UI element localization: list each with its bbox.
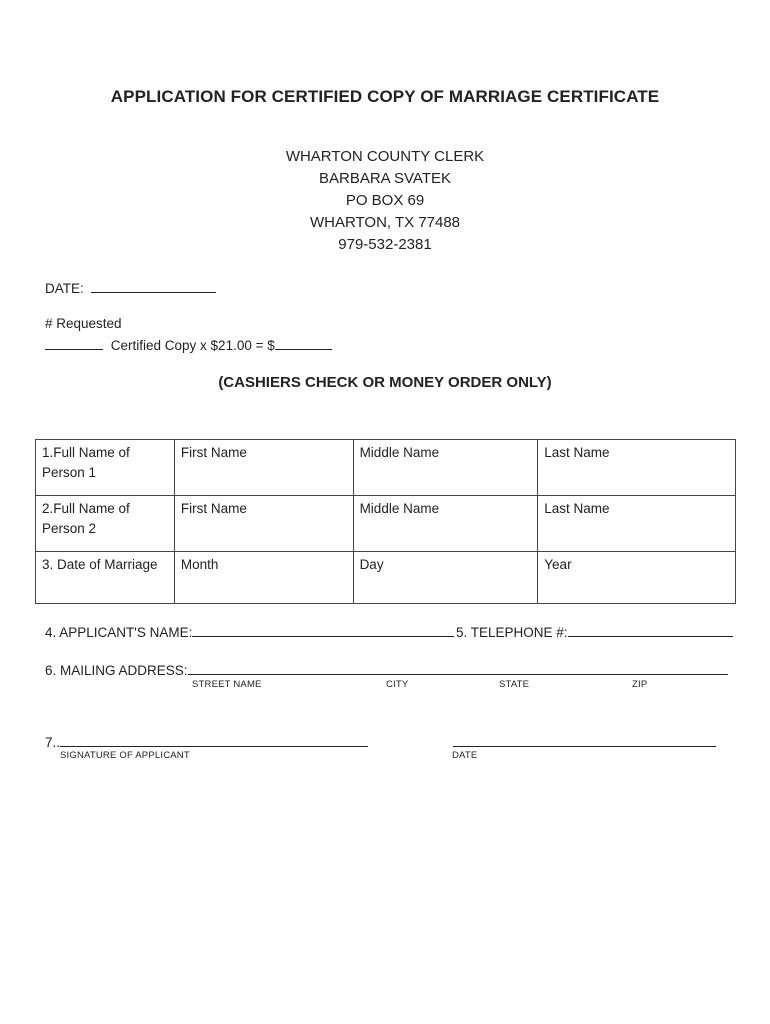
address-line-4: WHARTON, TX 77488 — [309, 214, 461, 231]
state-caption: STATE — [499, 679, 530, 690]
street-caption: STREET NAME — [192, 679, 262, 690]
date-field[interactable] — [91, 278, 216, 293]
address-line-3: PO BOX 69 — [345, 192, 425, 209]
first-name-cell[interactable]: First Name — [174, 440, 353, 496]
table-row — [36, 552, 736, 604]
row-label-line: Person 2 — [42, 521, 97, 536]
last-name-cell[interactable]: Last Name — [538, 496, 736, 552]
clerk-address — [0, 146, 770, 256]
signature-row — [45, 732, 368, 750]
row-label-line: 1.Full Name of — [42, 445, 130, 460]
signature-field[interactable] — [60, 732, 368, 747]
row-label-line: Person 1 — [42, 465, 97, 480]
telephone-label: 5. TELEPHONE #: — [456, 625, 568, 640]
copy-row — [45, 335, 332, 353]
mailing-address-label: 6. MAILING ADDRESS: — [45, 663, 188, 678]
document-title: APPLICATION FOR CERTIFIED COPY OF MARRIAGE CERTIFICATE — [110, 87, 660, 106]
telephone-row — [456, 622, 733, 640]
day-cell[interactable]: Day — [353, 552, 538, 604]
quantity-field[interactable] — [45, 335, 103, 350]
address-line-2: BARBARA SVATEK — [319, 170, 451, 187]
applicant-name-field[interactable] — [192, 622, 454, 637]
table-row — [36, 496, 736, 552]
row-label — [36, 440, 175, 496]
year-cell[interactable]: Year — [538, 552, 736, 604]
date-row — [45, 278, 216, 296]
total-amount-field[interactable] — [275, 335, 332, 350]
payment-note: (CASHIERS CHECK OR MONEY ORDER ONLY) — [218, 374, 552, 391]
applicant-row — [45, 622, 454, 640]
middle-name-cell[interactable]: Middle Name — [353, 440, 538, 496]
city-caption: CITY — [386, 679, 409, 690]
mailing-row — [45, 660, 728, 678]
telephone-field[interactable] — [568, 622, 733, 637]
month-cell[interactable]: Month — [174, 552, 353, 604]
address-phone: 979-532-2381 — [338, 236, 432, 253]
date-caption: DATE — [452, 750, 478, 761]
row-label-line: 2.Full Name of — [42, 501, 130, 516]
signature-date-field[interactable] — [453, 732, 716, 747]
mailing-address-field[interactable] — [188, 660, 728, 675]
names-table — [35, 439, 736, 604]
last-name-cell[interactable]: Last Name — [538, 440, 736, 496]
date-label: DATE: — [45, 281, 84, 296]
row-label — [36, 496, 175, 552]
copy-price-text: Certified Copy x $21.00 = $ — [110, 338, 275, 353]
signature-caption: SIGNATURE OF APPLICANT — [60, 750, 190, 761]
table-row — [36, 440, 736, 496]
applicant-name-label: 4. APPLICANT'S NAME: — [45, 625, 193, 640]
zip-caption: ZIP — [632, 679, 648, 690]
middle-name-cell[interactable]: Middle Name — [353, 496, 538, 552]
signature-date-row — [453, 732, 716, 752]
signature-number: 7.. — [45, 735, 61, 750]
row-label: 3. Date of Marriage — [36, 552, 175, 604]
first-name-cell[interactable]: First Name — [174, 496, 353, 552]
address-line-1: WHARTON COUNTY CLERK — [285, 148, 485, 165]
requested-label: # Requested — [45, 316, 122, 331]
